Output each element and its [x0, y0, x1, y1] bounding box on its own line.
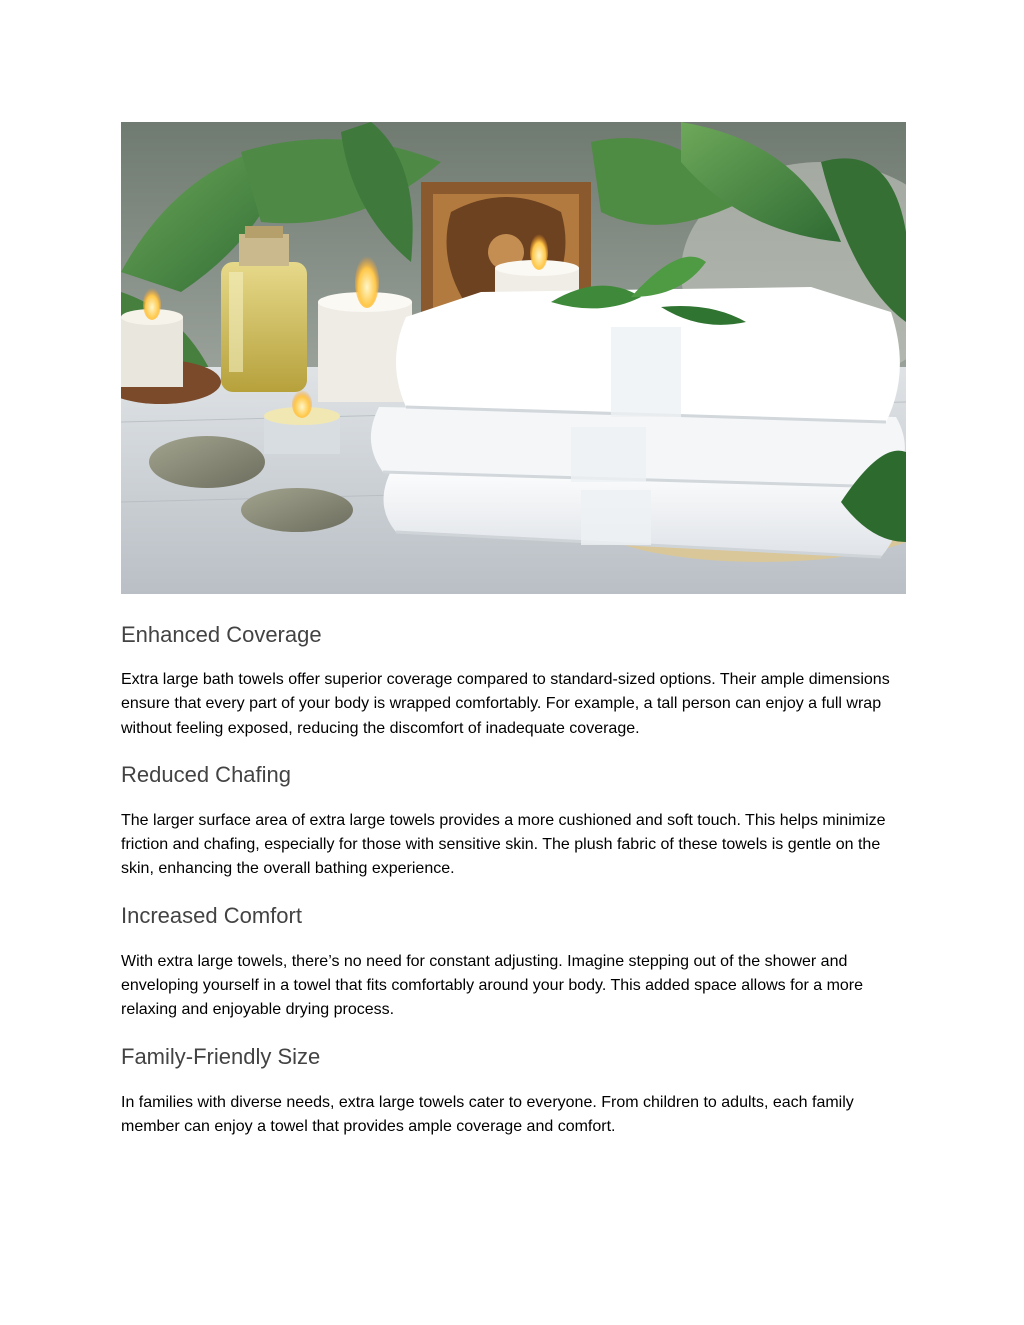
section-heading-enhanced-coverage: Enhanced Coverage [121, 622, 322, 647]
section-paragraph-increased-comfort: With extra large towels, there’s no need for constant adjusting. Imagine stepping out of the shower and enveloping yourself in a towel that fits comfortably around your body. This added space allows for a more relaxing and enjoyable drying process. [121, 952, 864, 1019]
section-heading-family-friendly-size: Family-Friendly Size [121, 1043, 321, 1069]
spa-towels-photo [121, 122, 906, 594]
section-heading-reduced-chafing: Reduced Chafing [121, 761, 292, 787]
section-paragraph-reduced-chafing: The larger surface area of extra large towels provides a more cushioned and soft touch. This helps minimize friction and chafing, especially for those with sensitive skin. The plush fabric of these towels is gentle on the skin, enhancing the overall bathing experience. [121, 811, 886, 878]
section-paragraph-family-friendly-size: In families with diverse needs, extra large towels cater to everyone. From children to adults, each family member can enjoy a towel that provides ample coverage and comfort. [121, 1093, 854, 1135]
document-page [121, 122, 906, 1139]
section-heading-increased-comfort: Increased Comfort [121, 902, 302, 928]
section-paragraph-enhanced-coverage: Extra large bath towels offer superior coverage compared to standard-sized options. Their ample dimensions ensure that every part of your body is wrapped comfortably. For example, a tall person can enjoy a full wrap without feeling exposed, reducing the discomfort of inadequate coverage. [121, 671, 890, 737]
